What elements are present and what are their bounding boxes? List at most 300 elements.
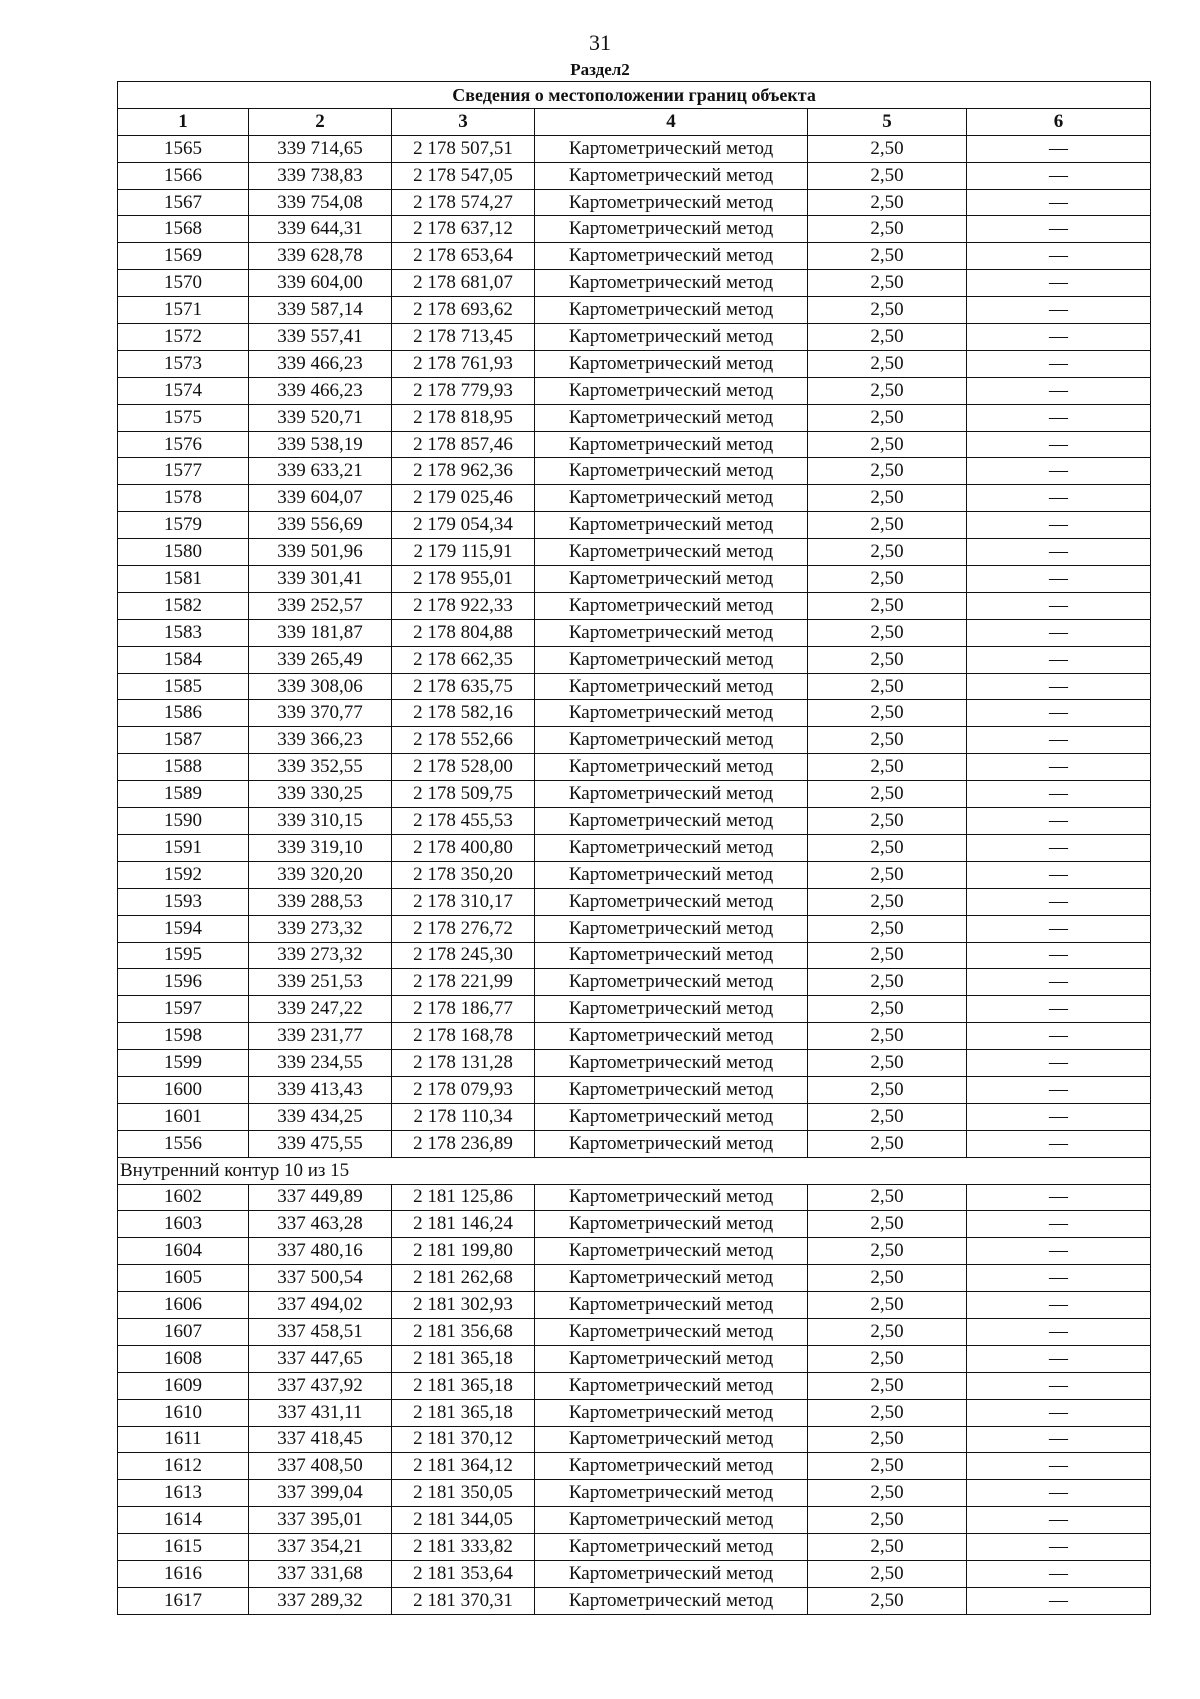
table-row <box>118 297 1151 324</box>
table-cell: Картометрический метод <box>535 1265 808 1292</box>
table-row <box>118 1076 1151 1103</box>
table-cell: 339 247,22 <box>249 996 392 1023</box>
table-cell: 2,50 <box>808 996 967 1023</box>
table-cell: Картометрический метод <box>535 1480 808 1507</box>
table-cell: 2,50 <box>808 808 967 835</box>
table-cell: — <box>967 915 1151 942</box>
table-cell: Картометрический метод <box>535 1023 808 1050</box>
table-cell: 1600 <box>118 1076 249 1103</box>
table-cell: Картометрический метод <box>535 619 808 646</box>
table-cell: 2 178 804,88 <box>392 619 535 646</box>
table-cell: 2 178 350,20 <box>392 861 535 888</box>
table-cell: 2 181 370,12 <box>392 1426 535 1453</box>
table-cell: — <box>967 243 1151 270</box>
table-cell: 2,50 <box>808 1507 967 1534</box>
page-number: 31 <box>589 30 611 55</box>
table-row <box>118 431 1151 458</box>
table-row <box>118 1292 1151 1319</box>
table-cell: 2,50 <box>808 135 967 162</box>
table-cell: 2,50 <box>808 1480 967 1507</box>
table-cell: 2,50 <box>808 162 967 189</box>
table-cell: 1585 <box>118 673 249 700</box>
table-row <box>118 243 1151 270</box>
table-cell: — <box>967 1184 1151 1211</box>
table-cell: 339 251,53 <box>249 969 392 996</box>
table-cell: 2 181 302,93 <box>392 1292 535 1319</box>
table-cell: 339 475,55 <box>249 1130 392 1157</box>
table-cell: 1574 <box>118 377 249 404</box>
table-cell: 1593 <box>118 888 249 915</box>
table-cell: 2,50 <box>808 1130 967 1157</box>
table-cell: 2 178 955,01 <box>392 566 535 593</box>
table-cell: 2 178 922,33 <box>392 592 535 619</box>
table-cell: Картометрический метод <box>535 834 808 861</box>
section-title: Раздел2 <box>570 60 630 79</box>
table-cell: 2,50 <box>808 566 967 593</box>
table-cell: — <box>967 458 1151 485</box>
table-cell: — <box>967 1399 1151 1426</box>
table-cell: 337 447,65 <box>249 1345 392 1372</box>
table-cell: 1591 <box>118 834 249 861</box>
table-cell: Картометрический метод <box>535 754 808 781</box>
table-cell: 1583 <box>118 619 249 646</box>
table-cell: — <box>967 135 1151 162</box>
table-cell: 1588 <box>118 754 249 781</box>
table-cell: — <box>967 1103 1151 1130</box>
table-cell: 2,50 <box>808 485 967 512</box>
table-cell: 339 501,96 <box>249 539 392 566</box>
table-cell: — <box>967 270 1151 297</box>
table-cell: 2 179 115,91 <box>392 539 535 566</box>
table-row <box>118 1453 1151 1480</box>
table-cell: — <box>967 1453 1151 1480</box>
table-cell: 339 319,10 <box>249 834 392 861</box>
table-cell: 2,50 <box>808 700 967 727</box>
table-cell: — <box>967 1050 1151 1077</box>
table-cell: Картометрический метод <box>535 216 808 243</box>
table-cell: — <box>967 673 1151 700</box>
table-cell: — <box>967 1265 1151 1292</box>
table-cell: 2,50 <box>808 1399 967 1426</box>
table-row <box>118 216 1151 243</box>
table-cell: 2,50 <box>808 1076 967 1103</box>
table-row <box>118 969 1151 996</box>
table-row <box>118 1372 1151 1399</box>
table-row <box>118 1507 1151 1534</box>
table-cell: 1590 <box>118 808 249 835</box>
table-cell: 2 178 779,93 <box>392 377 535 404</box>
table-cell: Картометрический метод <box>535 1103 808 1130</box>
table-cell: Картометрический метод <box>535 1050 808 1077</box>
table-cell: Картометрический метод <box>535 1238 808 1265</box>
table-cell: Картометрический метод <box>535 1076 808 1103</box>
column-header: 1 <box>118 108 249 135</box>
table-cell: — <box>967 1318 1151 1345</box>
table-cell: 2 178 962,36 <box>392 458 535 485</box>
table-cell: Картометрический метод <box>535 1587 808 1614</box>
table-cell: Картометрический метод <box>535 888 808 915</box>
table-cell: 2 178 552,66 <box>392 727 535 754</box>
table-cell: 339 434,25 <box>249 1103 392 1130</box>
table-cell: 1582 <box>118 592 249 619</box>
table-cell: 2,50 <box>808 673 967 700</box>
table-cell: 2 178 635,75 <box>392 673 535 700</box>
table-cell: 2,50 <box>808 1345 967 1372</box>
table-cell: 2 178 509,75 <box>392 781 535 808</box>
table-row <box>118 512 1151 539</box>
table-row <box>118 996 1151 1023</box>
table-row <box>118 1050 1151 1077</box>
table-row <box>118 377 1151 404</box>
table-cell: Картометрический метод <box>535 1130 808 1157</box>
table-cell: 339 738,83 <box>249 162 392 189</box>
table-cell: 2 178 637,12 <box>392 216 535 243</box>
table-cell: 2 181 353,64 <box>392 1560 535 1587</box>
table-cell: 339 604,00 <box>249 270 392 297</box>
table-cell: 339 310,15 <box>249 808 392 835</box>
table-cell: Картометрический метод <box>535 1507 808 1534</box>
table-cell: 2,50 <box>808 1534 967 1561</box>
table-cell: 1615 <box>118 1534 249 1561</box>
table-cell: 1571 <box>118 297 249 324</box>
table-cell: 339 370,77 <box>249 700 392 727</box>
table-cell: 2 181 364,12 <box>392 1453 535 1480</box>
table-cell: — <box>967 377 1151 404</box>
table-cell: — <box>967 1345 1151 1372</box>
table-cell: 1576 <box>118 431 249 458</box>
table-body-inner-contour <box>118 1184 1151 1614</box>
table-cell: 2,50 <box>808 297 967 324</box>
table-cell: 1575 <box>118 404 249 431</box>
table-cell: Картометрический метод <box>535 1453 808 1480</box>
table-cell: — <box>967 781 1151 808</box>
table-cell: 2 178 400,80 <box>392 834 535 861</box>
table-cell: 337 354,21 <box>249 1534 392 1561</box>
table-cell: 1566 <box>118 162 249 189</box>
table-row <box>118 1480 1151 1507</box>
table-cell: 2,50 <box>808 646 967 673</box>
contour-label: Внутренний контур 10 из 15 <box>118 1157 1151 1184</box>
table-cell: Картометрический метод <box>535 1318 808 1345</box>
table-cell: Картометрический метод <box>535 512 808 539</box>
table-cell: 339 181,87 <box>249 619 392 646</box>
table-cell: 2,50 <box>808 727 967 754</box>
table-row <box>118 619 1151 646</box>
table-cell: 1589 <box>118 781 249 808</box>
table-cell: 1606 <box>118 1292 249 1319</box>
table-cell: 337 408,50 <box>249 1453 392 1480</box>
table-cell: — <box>967 1587 1151 1614</box>
table-cell: Картометрический метод <box>535 646 808 673</box>
table-cell: — <box>967 162 1151 189</box>
table-cell: — <box>967 1426 1151 1453</box>
table-cell: 2 178 131,28 <box>392 1050 535 1077</box>
table-cell: Картометрический метод <box>535 942 808 969</box>
table-cell: 1567 <box>118 189 249 216</box>
table-cell: 2,50 <box>808 404 967 431</box>
table-cell: — <box>967 1480 1151 1507</box>
table-cell: Картометрический метод <box>535 1345 808 1372</box>
table-cell: 339 633,21 <box>249 458 392 485</box>
table-cell: 2 181 146,24 <box>392 1211 535 1238</box>
table-cell: Картометрический метод <box>535 673 808 700</box>
table-cell: 2,50 <box>808 1050 967 1077</box>
table-cell: 2,50 <box>808 834 967 861</box>
table-row <box>118 781 1151 808</box>
table-cell: — <box>967 754 1151 781</box>
table-cell: 2 181 350,05 <box>392 1480 535 1507</box>
table-cell: 2,50 <box>808 781 967 808</box>
table-cell: Картометрический метод <box>535 189 808 216</box>
table-cell: 1602 <box>118 1184 249 1211</box>
table-cell: 2,50 <box>808 1103 967 1130</box>
column-header: 6 <box>967 108 1151 135</box>
table-cell: Картометрический метод <box>535 404 808 431</box>
table-row <box>118 1130 1151 1157</box>
table-cell: — <box>967 512 1151 539</box>
table-cell: 2,50 <box>808 1211 967 1238</box>
table-cell: Картометрический метод <box>535 1372 808 1399</box>
table-cell: Картометрический метод <box>535 539 808 566</box>
table-cell: — <box>967 350 1151 377</box>
table-cell: — <box>967 592 1151 619</box>
table-cell: 1596 <box>118 969 249 996</box>
table-cell: — <box>967 1238 1151 1265</box>
table-cell: 1592 <box>118 861 249 888</box>
table-row <box>118 1587 1151 1614</box>
table-cell: Картометрический метод <box>535 592 808 619</box>
table-row <box>118 915 1151 942</box>
table-row <box>118 727 1151 754</box>
table-cell: — <box>967 646 1151 673</box>
table-cell: 2,50 <box>808 377 967 404</box>
column-header: 2 <box>249 108 392 135</box>
table-cell: 1597 <box>118 996 249 1023</box>
table-cell: 1572 <box>118 324 249 351</box>
table-cell: — <box>967 1130 1151 1157</box>
table-cell: 2 178 713,45 <box>392 324 535 351</box>
table-cell: 2,50 <box>808 915 967 942</box>
table-cell: 337 458,51 <box>249 1318 392 1345</box>
column-header: 3 <box>392 108 535 135</box>
table-cell: 2,50 <box>808 350 967 377</box>
table-cell: 337 480,16 <box>249 1238 392 1265</box>
table-cell: 339 308,06 <box>249 673 392 700</box>
table-cell: 2,50 <box>808 592 967 619</box>
table-cell: — <box>967 1211 1151 1238</box>
table-cell: Картометрический метод <box>535 1426 808 1453</box>
table-cell: 1586 <box>118 700 249 727</box>
boundary-coordinates-table <box>117 81 1151 1615</box>
table-cell: 2 178 528,00 <box>392 754 535 781</box>
table-cell: 1616 <box>118 1560 249 1587</box>
table-cell: Картометрический метод <box>535 861 808 888</box>
table-cell: 2 178 582,16 <box>392 700 535 727</box>
table-cell: 339 265,49 <box>249 646 392 673</box>
table-cell: 339 628,78 <box>249 243 392 270</box>
table-cell: Картометрический метод <box>535 781 808 808</box>
table-cell: 2 181 365,18 <box>392 1345 535 1372</box>
table-cell: 339 252,57 <box>249 592 392 619</box>
table-cell: 2,50 <box>808 539 967 566</box>
table-cell: Картометрический метод <box>535 270 808 297</box>
table-cell: 339 644,31 <box>249 216 392 243</box>
table-row <box>118 189 1151 216</box>
table-cell: 339 288,53 <box>249 888 392 915</box>
table-cell: 2,50 <box>808 1184 967 1211</box>
table-row <box>118 1534 1151 1561</box>
table-cell: Картометрический метод <box>535 700 808 727</box>
table-cell: Картометрический метод <box>535 915 808 942</box>
table-cell: 1611 <box>118 1426 249 1453</box>
table-cell: 1609 <box>118 1372 249 1399</box>
table-cell: 2,50 <box>808 1318 967 1345</box>
table-cell: — <box>967 404 1151 431</box>
table-row <box>118 808 1151 835</box>
contour-separator <box>118 1157 1151 1184</box>
table-row <box>118 1318 1151 1345</box>
table-row <box>118 1560 1151 1587</box>
table-cell: 1565 <box>118 135 249 162</box>
table-caption-row <box>118 82 1151 109</box>
table-cell: 339 466,23 <box>249 377 392 404</box>
table-cell: Картометрический метод <box>535 324 808 351</box>
table-row <box>118 861 1151 888</box>
table-cell: 2 178 547,05 <box>392 162 535 189</box>
table-cell: 2,50 <box>808 1292 967 1319</box>
table-cell: 2,50 <box>808 754 967 781</box>
table-cell: 1569 <box>118 243 249 270</box>
table-cell: Картометрический метод <box>535 808 808 835</box>
table-row <box>118 888 1151 915</box>
table-cell: 1617 <box>118 1587 249 1614</box>
table-cell: 1610 <box>118 1399 249 1426</box>
table-cell: 2 178 574,27 <box>392 189 535 216</box>
table-cell: 2,50 <box>808 324 967 351</box>
table-cell: 1603 <box>118 1211 249 1238</box>
table-cell: Картометрический метод <box>535 727 808 754</box>
table-cell: 1601 <box>118 1103 249 1130</box>
table-cell: 2,50 <box>808 431 967 458</box>
table-cell: Картометрический метод <box>535 431 808 458</box>
table-cell: 339 754,08 <box>249 189 392 216</box>
contour-label-row <box>118 1157 1151 1184</box>
table-row <box>118 324 1151 351</box>
table-cell: 339 587,14 <box>249 297 392 324</box>
table-cell: 2,50 <box>808 969 967 996</box>
table-cell: 1595 <box>118 942 249 969</box>
table-cell: 2 178 221,99 <box>392 969 535 996</box>
table-cell: — <box>967 1560 1151 1587</box>
table-cell: 1613 <box>118 1480 249 1507</box>
table-cell: 337 449,89 <box>249 1184 392 1211</box>
table-cell: 2 178 761,93 <box>392 350 535 377</box>
table-cell: 2 178 236,89 <box>392 1130 535 1157</box>
table-cell: 339 231,77 <box>249 1023 392 1050</box>
table-cell: — <box>967 942 1151 969</box>
table-cell: Картометрический метод <box>535 1184 808 1211</box>
column-header: 5 <box>808 108 967 135</box>
table-cell: 339 366,23 <box>249 727 392 754</box>
table-cell: 2 178 079,93 <box>392 1076 535 1103</box>
table-cell: 2 178 857,46 <box>392 431 535 458</box>
table-cell: 1568 <box>118 216 249 243</box>
table-cell: 2 178 662,35 <box>392 646 535 673</box>
table-cell: 2 178 818,95 <box>392 404 535 431</box>
table-cell: 1607 <box>118 1318 249 1345</box>
table-cell: Картометрический метод <box>535 566 808 593</box>
table-cell: — <box>967 834 1151 861</box>
table-cell: — <box>967 431 1151 458</box>
table-cell: 339 557,41 <box>249 324 392 351</box>
table-row <box>118 1345 1151 1372</box>
table-cell: 2,50 <box>808 512 967 539</box>
table-cell: Картометрический метод <box>535 969 808 996</box>
table-cell: 339 413,43 <box>249 1076 392 1103</box>
table-cell: 2,50 <box>808 1587 967 1614</box>
table-cell: 2 178 110,34 <box>392 1103 535 1130</box>
table-cell: 2 181 262,68 <box>392 1265 535 1292</box>
table-cell: 2,50 <box>808 1238 967 1265</box>
table-cell: — <box>967 888 1151 915</box>
table-cell: 2,50 <box>808 619 967 646</box>
table-cell: Картометрический метод <box>535 996 808 1023</box>
table-cell: 1570 <box>118 270 249 297</box>
table-cell: — <box>967 216 1151 243</box>
table-cell: 2 178 276,72 <box>392 915 535 942</box>
table-cell: 337 399,04 <box>249 1480 392 1507</box>
table-cell: Картометрический метод <box>535 1560 808 1587</box>
table-cell: 337 431,11 <box>249 1399 392 1426</box>
table-cell: 339 273,32 <box>249 915 392 942</box>
table-cell: — <box>967 1534 1151 1561</box>
table-cell: Картометрический метод <box>535 243 808 270</box>
table-row <box>118 1103 1151 1130</box>
table-cell: 1604 <box>118 1238 249 1265</box>
table-cell: 2,50 <box>808 189 967 216</box>
table-cell: 1612 <box>118 1453 249 1480</box>
table-cell: 1584 <box>118 646 249 673</box>
table-cell: — <box>967 189 1151 216</box>
table-cell: — <box>967 996 1151 1023</box>
table-cell: — <box>967 539 1151 566</box>
table-row <box>118 673 1151 700</box>
table-cell: Картометрический метод <box>535 162 808 189</box>
table-cell: 2 178 507,51 <box>392 135 535 162</box>
table-cell: 2 179 054,34 <box>392 512 535 539</box>
table-cell: 339 301,41 <box>249 566 392 593</box>
table-cell: 2 178 455,53 <box>392 808 535 835</box>
table-cell: 337 437,92 <box>249 1372 392 1399</box>
table-row <box>118 270 1151 297</box>
table-cell: 2,50 <box>808 216 967 243</box>
table-cell: Картометрический метод <box>535 135 808 162</box>
table-cell: Картометрический метод <box>535 1292 808 1319</box>
table-cell: 2,50 <box>808 1453 967 1480</box>
table-row <box>118 1023 1151 1050</box>
table-cell: 1578 <box>118 485 249 512</box>
table-cell: Картометрический метод <box>535 297 808 324</box>
table-cell: 2 181 344,05 <box>392 1507 535 1534</box>
table-cell: 1587 <box>118 727 249 754</box>
table-cell: 2 178 681,07 <box>392 270 535 297</box>
table-cell: 1579 <box>118 512 249 539</box>
table-row <box>118 539 1151 566</box>
table-cell: 2,50 <box>808 270 967 297</box>
table-cell: — <box>967 1507 1151 1534</box>
table-cell: 1594 <box>118 915 249 942</box>
table-cell: — <box>967 297 1151 324</box>
